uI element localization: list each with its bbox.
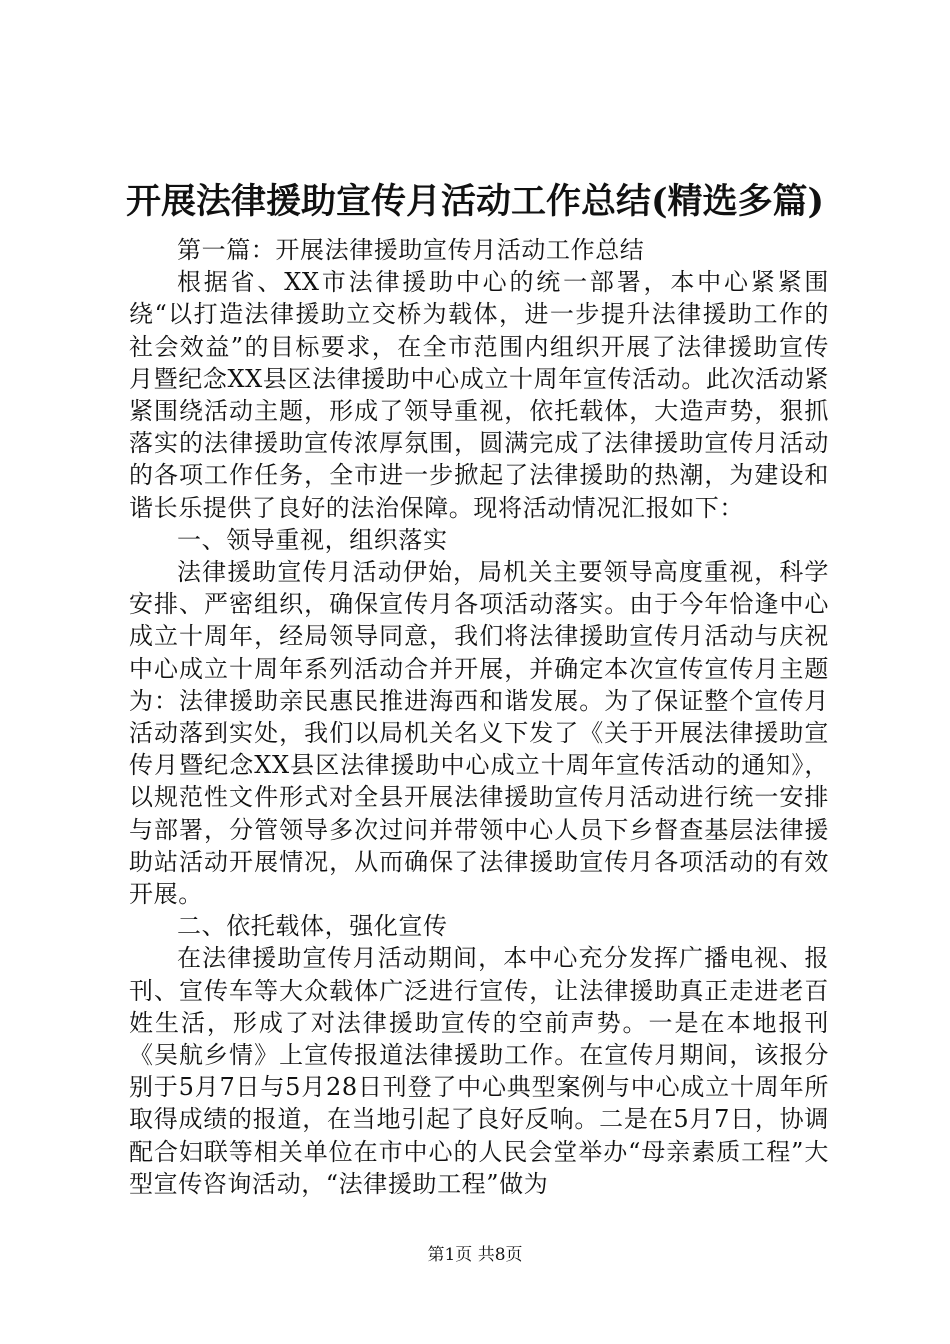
document-title: 开展法律援助宣传月活动工作总结(精选多篇) — [125, 181, 825, 222]
page-number-footer: 第1页 共8页 — [427, 1245, 523, 1265]
body-paragraph: 法律援助宣传月活动伊始，局机关主要领导高度重视，科学安排、严密组织，确保宣传月各项活动落实。由于今年恰逢中心成立十周年，经局领导同意，我们将法律援助宣传月活动与庆祝中心成立十周年系列活动合并开展，并确定本次宣传宣传月主题为：法律援助亲民惠民推进海西和谐发展。为了保证整个宣传月活动落到实处，我们以局机关名义下发了《关于开展法律援助宣传月暨纪念XX县区法律援助中心成立十周年宣传活动的通知》，以规范性文件形式对全县开展法律援助宣传月活动进行统一安排与部署，分管领导多次过问并带领中心人员下乡督查基层法律援助站活动开展情况，从而确保了法律援助宣传月各项活动的有效开展。 — [129, 558, 829, 909]
body-paragraph: 在法律援助宣传月活动期间，本中心充分发挥广播电视、报刊、宣传车等大众载体广泛进行宣传，让法律援助真正走进老百姓生活，形成了对法律援助宣传的空前声势。一是在本地报刊《吴航乡情》上宣传报道法律援助工作。在宣传月期间，该报分别于5月7日与5月28日刊登了中心典型案例与中心成立十周年所取得成绩的报道，在当地引起了良好反响。二是在5月7日，协调配合妇联等相关单位在市中心的人民会堂举办“母亲素质工程”大型宣传咨询活动，“法律援助工程”做为 — [129, 944, 829, 1198]
section-heading: 一、领导重视，组织落实 — [177, 525, 448, 554]
document-body — [129, 234, 829, 1200]
chapter-heading: 第一篇：开展法律援助宣传月活动工作总结 — [177, 236, 645, 264]
body-paragraph: 根据省、XX市法律援助中心的统一部署，本中心紧紧围绕“以打造法律援助立交桥为载体，进一步提升法律援助工作的社会效益”的目标要求，在全市范围内组织开展了法律援助宣传月暨纪念XX县区法律援助中心成立十周年宣传活动。此次活动紧紧围绕活动主题，形成了领导重视，依托载体，大造声势，狠抓落实的法律援助宣传浓厚氛围，圆满完成了法律援助宣传月活动的各项工作任务，全市进一步掀起了法律援助的热潮，为建设和谐长乐提供了良好的法治保障。现将活动情况汇报如下： — [129, 268, 829, 522]
section-heading: 二、依托载体，强化宣传 — [177, 912, 448, 941]
